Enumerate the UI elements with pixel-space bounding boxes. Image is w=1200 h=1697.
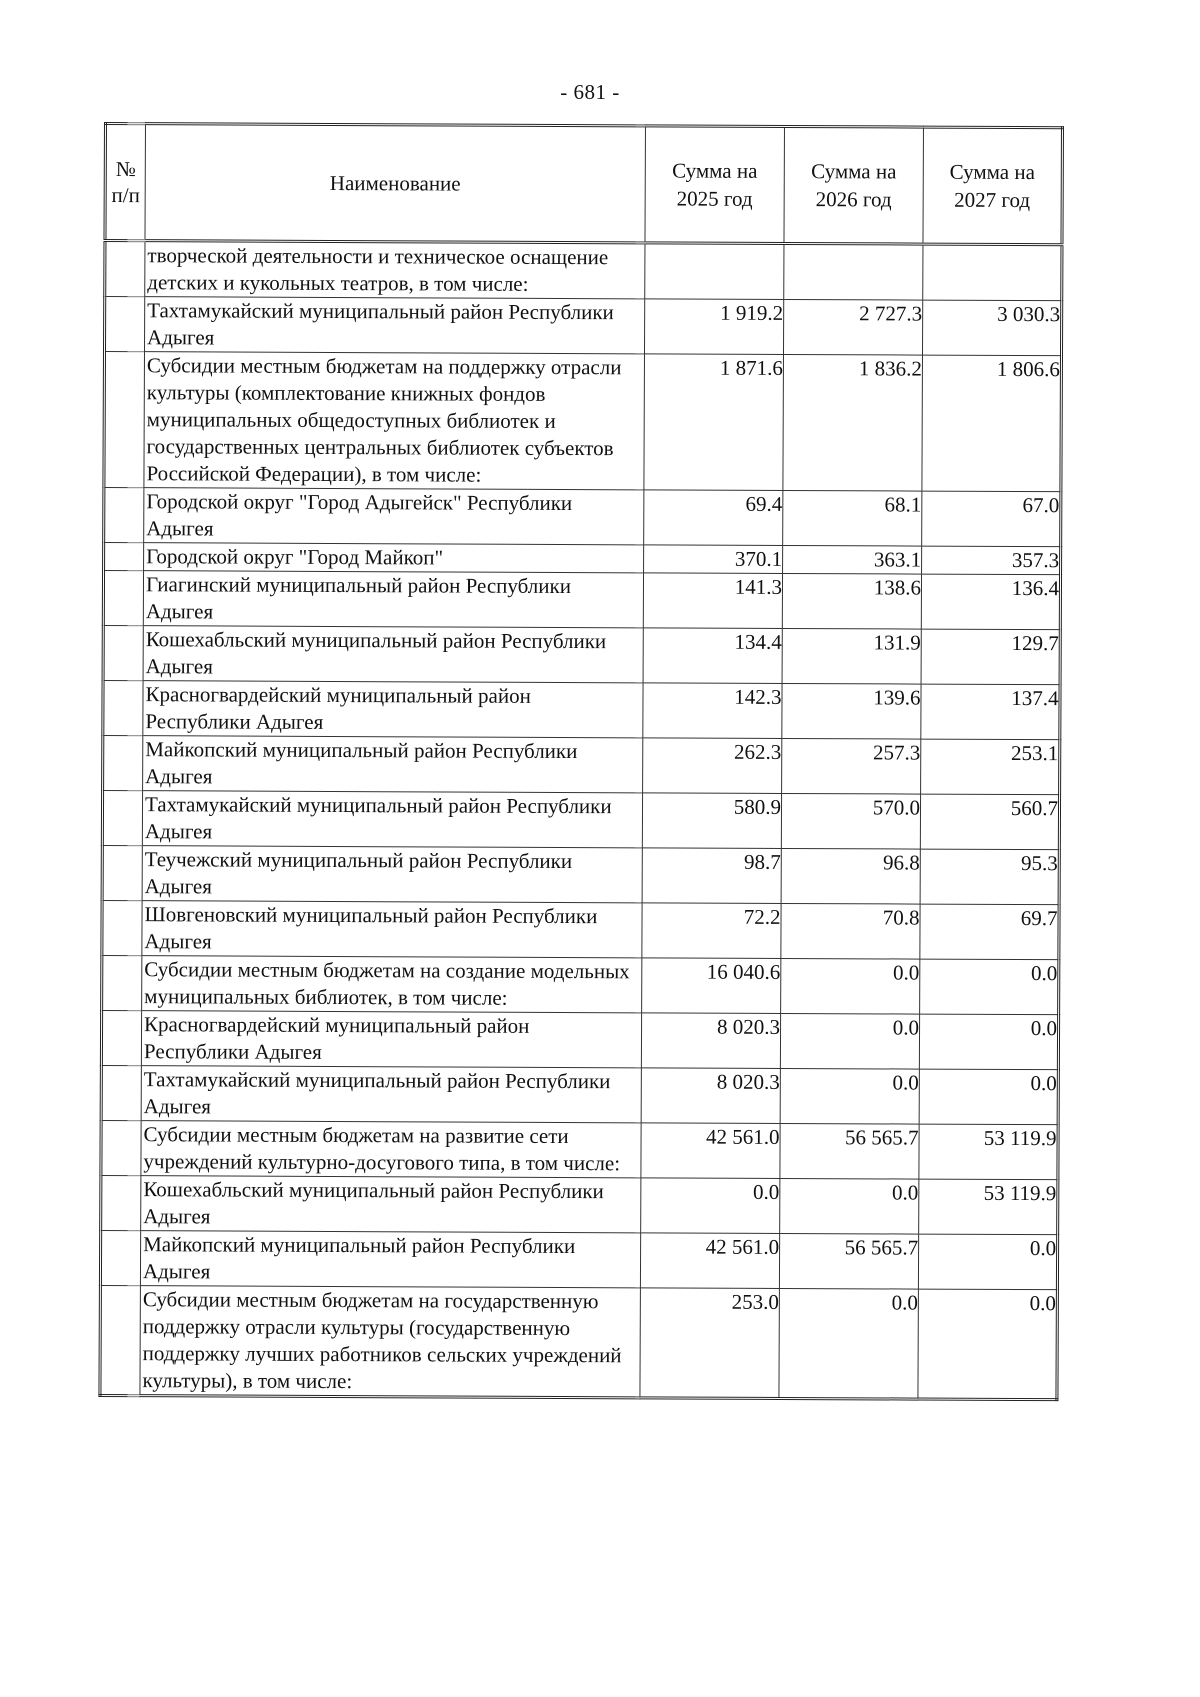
table-row xyxy=(104,543,1061,575)
row-value-2026: 0.0 xyxy=(779,1288,918,1399)
row-value-2027: 0.0 xyxy=(919,1014,1058,1070)
row-value-2027: 357.3 xyxy=(922,546,1061,575)
table-row xyxy=(103,681,1060,740)
row-value-2025: 580.9 xyxy=(642,793,781,849)
row-number-cell xyxy=(102,845,142,900)
row-value-2025: 69.4 xyxy=(644,490,783,546)
header-sum-2026-line-2: 2026 год xyxy=(815,187,892,212)
row-value-2025: 141.3 xyxy=(643,573,782,629)
row-value-2026: 0.0 xyxy=(781,958,920,1014)
row-value-2025 xyxy=(645,243,784,300)
row-value-2027 xyxy=(923,244,1062,301)
row-name: Тахтамукайский муниципальный район Республики Адыгея xyxy=(141,1066,641,1123)
row-number-cell xyxy=(103,571,143,626)
row-name: Майкопский муниципальный район Республики Адыгея xyxy=(143,736,643,793)
row-value-2025: 134.4 xyxy=(643,628,782,684)
row-name: Субсидии местным бюджетам на развитие сети учреждений культурно-досугового типа, в том числе: xyxy=(141,1121,641,1178)
row-value-2025: 0.0 xyxy=(641,1178,780,1234)
row-name: Тахтамукайский муниципальный район Республики Адыгея xyxy=(144,297,644,354)
table-row xyxy=(103,736,1060,795)
header-number-line-2: п/п xyxy=(111,183,140,208)
row-number-cell xyxy=(104,543,144,571)
row-value-2026: 2 727.3 xyxy=(783,299,922,355)
row-value-2025: 262.3 xyxy=(643,738,782,794)
budget-table-container xyxy=(98,122,1064,1401)
row-value-2025: 142.3 xyxy=(643,683,782,739)
row-number-cell xyxy=(102,900,142,955)
row-value-2026: 570.0 xyxy=(781,793,920,849)
row-value-2026: 257.3 xyxy=(782,738,921,794)
row-name: Тахтамукайский муниципальный район Республики Адыгея xyxy=(142,791,642,848)
row-value-2026: 1 836.2 xyxy=(783,354,923,491)
row-value-2025: 8 020.3 xyxy=(641,1068,780,1124)
row-value-2027: 3 030.3 xyxy=(922,300,1061,356)
row-value-2025: 253.0 xyxy=(640,1288,779,1399)
header-sum-2025 xyxy=(645,126,785,244)
row-value-2026: 139.6 xyxy=(782,683,921,739)
row-name: Субсидии местным бюджетам на поддержку отрасли культуры (комплектование книжных фондов муниципальных общедоступных библиотек и государственных центральных библиотек субъектов Российской Федерации), в том числе: xyxy=(144,352,645,490)
row-number-cell xyxy=(104,488,144,543)
header-sum-2025-line-1: Сумма на xyxy=(672,158,758,183)
row-name: Кошехабльский муниципальный район Республики Адыгея xyxy=(141,1176,641,1233)
table-row xyxy=(101,1175,1058,1234)
row-name: Кошехабльский муниципальный район Республики Адыгея xyxy=(143,626,643,683)
row-value-2025: 1 871.6 xyxy=(644,354,784,491)
table-row xyxy=(101,1010,1058,1069)
row-value-2026: 0.0 xyxy=(780,1178,919,1234)
row-number-cell xyxy=(104,297,144,352)
row-value-2027: 53 119.9 xyxy=(919,1179,1058,1235)
budget-table xyxy=(98,122,1064,1401)
row-name: Городской округ "Город Майкоп" xyxy=(144,543,644,573)
table-row xyxy=(103,626,1060,685)
row-name: Субсидии местным бюджетам на создание модельных муниципальных библиотек, в том числе: xyxy=(142,956,642,1013)
row-value-2026 xyxy=(784,243,923,300)
table-row xyxy=(101,1120,1058,1179)
row-value-2025: 98.7 xyxy=(642,848,781,904)
table-header-row xyxy=(105,124,1063,245)
table-row xyxy=(102,791,1059,850)
table-row xyxy=(104,352,1062,492)
row-number-cell xyxy=(103,736,143,791)
row-name: Красногвардейский муниципальный район Республики Адыгея xyxy=(141,1011,641,1068)
row-number-cell xyxy=(100,1285,140,1395)
row-name: Теучежский муниципальный район Республики Адыгея xyxy=(142,846,642,903)
row-value-2025: 72.2 xyxy=(642,903,781,959)
row-name: Субсидии местным бюджетам на государственную поддержку отрасли культуры (государственную поддержку лучших работников сельских учреждений культуры), в том числе: xyxy=(140,1286,640,1398)
table-row xyxy=(102,845,1059,904)
row-value-2026: 363.1 xyxy=(783,545,922,574)
header-sum-2025-line-2: 2025 год xyxy=(676,186,753,211)
table-row xyxy=(100,1285,1057,1399)
row-number-cell xyxy=(102,955,142,1010)
row-value-2026: 0.0 xyxy=(780,1068,919,1124)
table-row xyxy=(105,241,1062,301)
row-value-2027: 1 806.6 xyxy=(922,355,1062,492)
table-row xyxy=(104,488,1061,547)
row-value-2027: 136.4 xyxy=(921,574,1060,630)
row-value-2026: 0.0 xyxy=(780,1013,919,1069)
row-value-2027: 95.3 xyxy=(920,849,1059,905)
row-value-2026: 56 565.7 xyxy=(779,1233,918,1289)
row-number-cell xyxy=(105,241,145,297)
table-row xyxy=(100,1230,1057,1289)
header-name: Наименование xyxy=(145,124,646,243)
row-value-2027: 0.0 xyxy=(920,959,1059,1015)
row-value-2027: 69.7 xyxy=(920,904,1059,960)
header-sum-2026-line-1: Сумма на xyxy=(811,159,897,184)
row-value-2027: 253.1 xyxy=(921,739,1060,795)
header-sum-2027 xyxy=(923,127,1063,245)
row-value-2025: 42 561.0 xyxy=(641,1123,780,1179)
header-sum-2027-line-2: 2027 год xyxy=(954,187,1031,213)
row-value-2027: 67.0 xyxy=(922,491,1061,547)
row-value-2027: 0.0 xyxy=(918,1289,1057,1400)
row-value-2027: 0.0 xyxy=(919,1069,1058,1125)
row-number-cell xyxy=(101,1010,141,1065)
row-name: Городской округ "Город Адыгейск" Республики Адыгея xyxy=(144,488,644,545)
row-name: Красногвардейский муниципальный район Республики Адыгея xyxy=(143,681,643,738)
row-number-cell xyxy=(104,352,145,488)
row-number-cell xyxy=(101,1065,141,1120)
row-number-cell xyxy=(100,1230,140,1285)
row-value-2026: 68.1 xyxy=(783,490,922,546)
row-number-cell xyxy=(103,626,143,681)
row-value-2025: 42 561.0 xyxy=(640,1233,779,1289)
row-number-cell xyxy=(103,681,143,736)
row-value-2026: 56 565.7 xyxy=(780,1123,919,1179)
row-value-2025: 370.1 xyxy=(644,545,783,574)
row-number-cell xyxy=(102,791,142,846)
row-name: Шовгеновский муниципальный район Республики Адыгея xyxy=(142,901,642,958)
header-sum-2027-line-1: Сумма на xyxy=(949,159,1035,185)
header-number xyxy=(105,124,146,241)
row-value-2026: 70.8 xyxy=(781,903,920,959)
row-value-2026: 138.6 xyxy=(782,573,921,629)
row-name: творческой деятельности и техническое оснащение детских и кукольных театров, в том числе: xyxy=(145,241,645,299)
table-row xyxy=(101,1065,1058,1124)
header-number-line-1: № xyxy=(115,157,136,182)
row-name: Гиагинский муниципальный район Республики Адыгея xyxy=(143,571,643,628)
table-row xyxy=(102,900,1059,959)
row-number-cell xyxy=(101,1120,141,1175)
row-value-2027: 53 119.9 xyxy=(919,1124,1058,1180)
table-row xyxy=(102,955,1059,1014)
row-name: Майкопский муниципальный район Республики Адыгея xyxy=(140,1231,640,1288)
row-value-2027: 129.7 xyxy=(921,629,1060,685)
table-body xyxy=(100,241,1062,1400)
row-value-2027: 137.4 xyxy=(921,684,1060,740)
row-value-2026: 131.9 xyxy=(782,628,921,684)
row-number-cell xyxy=(101,1175,141,1230)
row-value-2025: 16 040.6 xyxy=(642,958,781,1014)
row-value-2025: 8 020.3 xyxy=(641,1013,780,1069)
row-value-2025: 1 919.2 xyxy=(644,299,783,355)
header-sum-2026 xyxy=(784,126,924,244)
row-value-2026: 96.8 xyxy=(781,848,920,904)
table-row xyxy=(104,297,1061,356)
row-value-2027: 0.0 xyxy=(918,1234,1057,1290)
row-value-2027: 560.7 xyxy=(920,794,1059,850)
table-row xyxy=(103,571,1060,630)
page-number: - 681 - xyxy=(560,80,620,104)
